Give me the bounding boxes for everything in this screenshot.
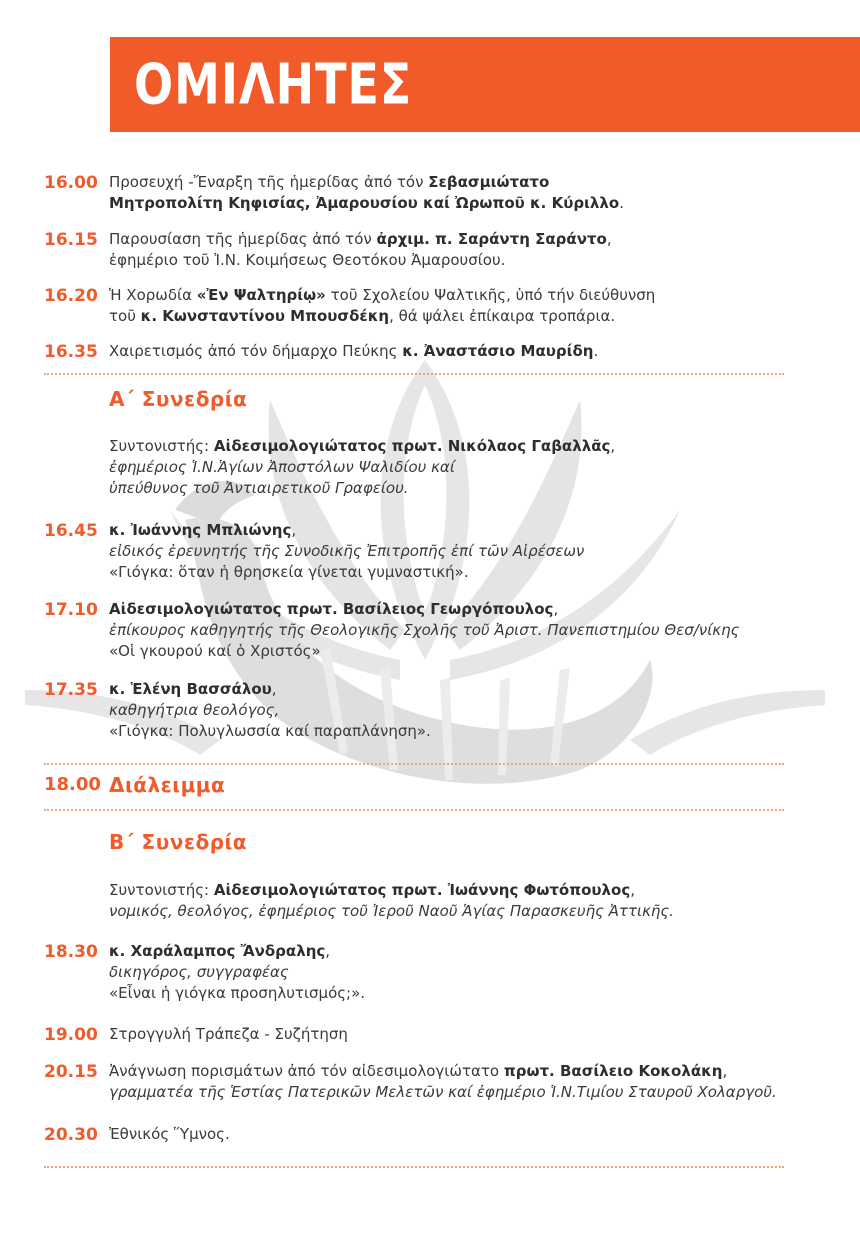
page-title: ΟΜΙΛΗΤΕΣ xyxy=(134,51,413,117)
coordinator-text: Συντονιστής: Αἰδεσιμολογιώτατος πρωτ. Νικόλαος Γαβαλλᾶς, ἐφημέριος Ἱ.Ν.Ἁγίων Ἀποστόλων Ψαλιδίου καί ὑπεύθυνος τοῦ Ἀντιαιρετικοῦ Γραφείου. xyxy=(109,437,616,497)
time-label: 16.35 xyxy=(44,342,98,362)
time-label: 20.15 xyxy=(44,1062,98,1082)
item-text: Ἀνάγνωση πορισμάτων ἀπό τόν αἰδεσιμολογιώτατο πρωτ. Βασίλειο Κοκολάκη, γραμματέα τῆς Ἑστίας Πατερικῶν Μελετῶν καί ἐφημέριο Ἱ.Ν.Τιμίου Σταυροῦ Χολαργοῦ. xyxy=(109,1062,777,1101)
divider xyxy=(44,763,784,765)
divider xyxy=(44,373,784,375)
item-text: Ἐθνικός Ὕμνος. xyxy=(109,1125,230,1143)
time-label: 16.45 xyxy=(44,521,98,541)
time-label: 18.30 xyxy=(44,942,98,962)
session-b-title: Β΄ Συνεδρία xyxy=(109,830,248,854)
title-banner xyxy=(110,37,860,132)
coordinator-text: Συντονιστής: Αἰδεσιμολογιώτατος πρωτ. Ἰωάννης Φωτόπουλος, νομικός, θεολόγος, ἐφημέριος τοῦ Ἱεροῦ Ναοῦ Ἁγίας Παρασκευῆς Ἀττικῆς. xyxy=(109,881,674,920)
item-text: Στρογγυλή Τράπεζα - Συζήτηση xyxy=(109,1025,348,1043)
talk-text: κ. Ἑλένη Βασσάλου, καθηγήτρια θεολόγος, «Γιόγκα: Πολυγλωσσία καί παραπλάνηση». xyxy=(109,680,431,740)
talk-text: κ. Ἰωάννης Μπλιώνης, εἰδικός ἐρευνητής τῆς Συνοδικῆς Ἐπιτροπῆς ἐπί τῶν Αἱρέσεων «Γιόγκα: ὅταν ἡ θρησκεία γίνεται γυμναστική». xyxy=(109,521,585,581)
break-label: Διάλειμμα xyxy=(109,773,226,797)
time-label: 16.20 xyxy=(44,286,98,306)
item-text: Προσευχή -Ἔναρξη τῆς ἡμερίδας ἀπό τόν Σεβασμιώτατο Μητροπολίτη Κηφισίας, Ἀμαρουσίου καί Ὠρωποῦ κ. Κύριλλο. xyxy=(109,173,624,212)
time-label: 19.00 xyxy=(44,1025,98,1045)
time-label: 16.15 xyxy=(44,230,98,250)
talk-text: κ. Χαράλαμπος Ἄνδραλης, δικηγόρος, συγγραφέας «Εἶναι ἡ γιόγκα προσηλυτισμός;». xyxy=(109,942,366,1002)
talk-text: Αἰδεσιμολογιώτατος πρωτ. Βασίλειος Γεωργόπουλος, ἐπίκουρος καθηγητής τῆς Θεολογικῆς Σχολῆς τοῦ Ἀριστ. Πανεπιστημίου Θεσ/νίκης «Οἱ γκουρού καί ὁ Χριστός» xyxy=(109,600,740,660)
divider xyxy=(44,809,784,811)
session-a-title: Α΄ Συνεδρία xyxy=(109,387,248,411)
time-label: 17.10 xyxy=(44,600,98,620)
time-label: 20.30 xyxy=(44,1125,98,1145)
item-text: Χαιρετισμός ἀπό τόν δήμαρχο Πεύκης κ. Ἀναστάσιο Μαυρίδη. xyxy=(109,342,599,360)
time-label: 16.00 xyxy=(44,173,98,193)
time-label: 18.00 xyxy=(44,774,101,795)
divider xyxy=(44,1166,784,1168)
time-label: 17.35 xyxy=(44,680,98,700)
item-text: Παρουσίαση τῆς ἡμερίδας ἀπό τόν ἀρχιμ. π. Σαράντη Σαράντο, ἐφημέριο τοῦ Ἱ.Ν. Κοιμήσεως Θεοτόκου Ἀμαρουσίου. xyxy=(109,230,612,269)
item-text: Ἡ Χορωδία «Ἐν Ψαλτηρίῳ» τοῦ Σχολείου Ψαλτικῆς, ὑπό τήν διεύθυνση τοῦ κ. Κωνσταντίνου Μπουσδέκη, θά ψάλει ἐπίκαιρα τροπάρια. xyxy=(109,286,656,325)
